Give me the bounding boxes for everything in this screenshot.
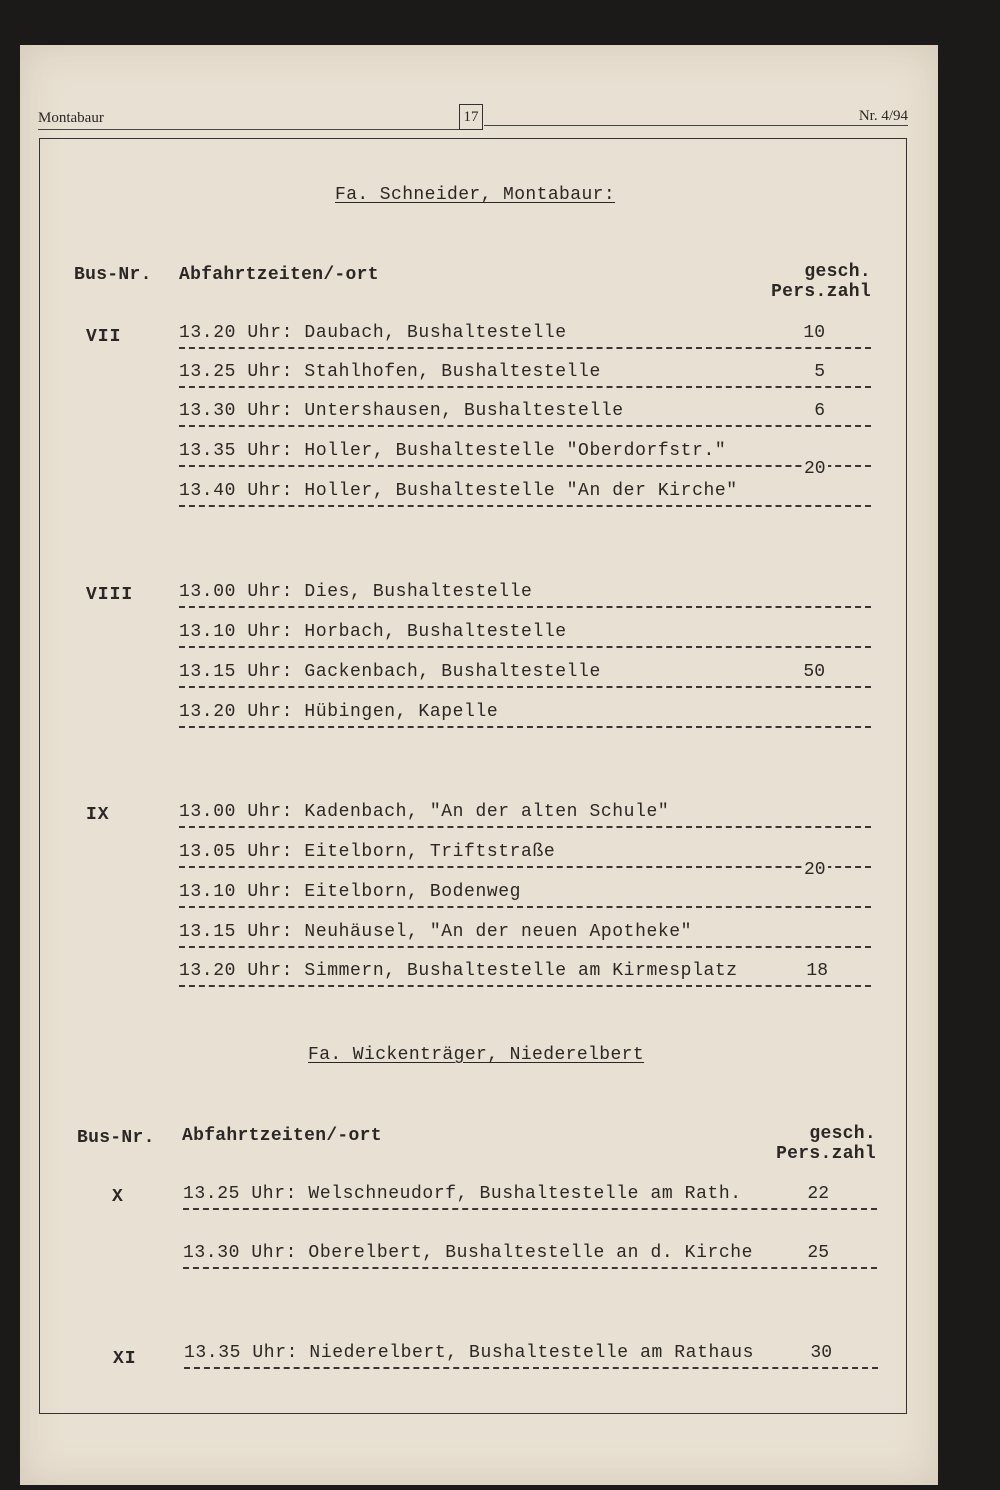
row-text: 13.10 Uhr: Eitelborn, Bodenweg [179, 882, 522, 902]
dashed-rule [179, 946, 871, 948]
dashed-rule [179, 906, 871, 908]
header-town: Montabaur [38, 110, 104, 126]
row-count: 22 [807, 1184, 829, 1204]
dashed-rule [179, 726, 871, 728]
col-head-count [771, 262, 871, 302]
row-text: 13.30 Uhr: Oberelbert, Bushaltestelle an d. Kirche [183, 1243, 754, 1263]
schedule-row [179, 842, 871, 882]
bus-number: X [112, 1187, 124, 1207]
schedule-row [179, 882, 871, 922]
schedule-row [179, 582, 871, 622]
dashed-rule [179, 347, 871, 349]
header-issue: Nr. 4/94 [858, 108, 908, 124]
col-head-count-line1: gesch. [809, 1124, 876, 1144]
col-head-count-line1: gesch. [804, 262, 871, 282]
page-header [38, 100, 908, 132]
row-text: 13.10 Uhr: Horbach, Bushaltestelle [179, 622, 567, 642]
row-text: 13.20 Uhr: Simmern, Bushaltestelle am Kirmesplatz [179, 961, 738, 981]
header-page-number: 17 [459, 104, 483, 130]
dashed-rule [179, 505, 871, 507]
schedule-row [184, 1343, 878, 1383]
col-head-count-line2: Pers.zahl [776, 1144, 876, 1164]
row-text: 13.30 Uhr: Untershausen, Bushaltestelle [179, 401, 624, 421]
bus-number: IX [86, 805, 110, 825]
schedule-row [183, 1184, 877, 1224]
col-head-count [776, 1124, 876, 1164]
row-text: 13.35 Uhr: Niederelbert, Bushaltestelle am Rathaus [184, 1343, 755, 1363]
row-count: 6 [814, 401, 825, 421]
row-text: 13.40 Uhr: Holler, Bushaltestelle "An der Kirche" [179, 481, 738, 501]
row-text: 13.15 Uhr: Neuhäusel, "An der neuen Apotheke" [179, 922, 693, 942]
row-text: 13.25 Uhr: Stahlhofen, Bushaltestelle [179, 362, 601, 382]
dashed-rule [179, 866, 871, 868]
bus-number: VII [86, 327, 122, 347]
row-count: 50 [803, 662, 825, 682]
row-text: 13.05 Uhr: Eitelborn, Triftstraße [179, 842, 556, 862]
schedule-row [179, 323, 871, 363]
dashed-rule [179, 425, 871, 427]
row-text: 13.20 Uhr: Daubach, Bushaltestelle [179, 323, 567, 343]
col-head-count-line2: Pers.zahl [771, 282, 871, 302]
merged-count: 20 [804, 860, 826, 880]
schedule-row [179, 961, 871, 1001]
dashed-rule [183, 1267, 877, 1269]
schedule-row [179, 481, 871, 521]
row-count: 18 [806, 961, 828, 981]
row-count: 25 [807, 1243, 829, 1263]
dashed-rule [179, 606, 871, 608]
schedule-row [179, 441, 871, 481]
dashed-rule [179, 646, 871, 648]
dashed-rule [179, 985, 871, 987]
section-title-schneider: Fa. Schneider, Montabaur: [335, 185, 616, 205]
row-text: 13.35 Uhr: Holler, Bushaltestelle "Oberdorfstr." [179, 441, 727, 461]
row-count: 10 [803, 323, 825, 343]
row-text: 13.00 Uhr: Dies, Bushaltestelle [179, 582, 533, 602]
header-rule-left [38, 129, 459, 130]
dashed-rule [179, 386, 871, 388]
schedule-row [179, 922, 871, 962]
col-head-bus: Bus-Nr. [77, 1128, 155, 1148]
col-head-bus: Bus-Nr. [74, 265, 152, 285]
col-head-times: Abfahrtzeiten/-ort [179, 265, 379, 285]
dashed-rule [184, 1367, 878, 1369]
row-count: 30 [810, 1343, 832, 1363]
row-count: 5 [814, 362, 825, 382]
dashed-rule [179, 686, 871, 688]
schedule-row [179, 401, 871, 441]
row-text: 13.25 Uhr: Welschneudorf, Bushaltestelle am Rath. [183, 1184, 742, 1204]
row-text: 13.20 Uhr: Hübingen, Kapelle [179, 702, 499, 722]
schedule-row [179, 802, 871, 842]
schedule-row [179, 702, 871, 742]
dashed-rule [179, 826, 871, 828]
schedule-row [179, 362, 871, 402]
bus-number: VIII [86, 585, 134, 605]
merged-count: 20 [804, 459, 826, 479]
dashed-rule [183, 1208, 877, 1210]
schedule-row [179, 662, 871, 702]
bus-number: XI [113, 1349, 137, 1369]
row-text: 13.00 Uhr: Kadenbach, "An der alten Schule" [179, 802, 670, 822]
header-rule-right [484, 125, 908, 126]
schedule-row [179, 622, 871, 662]
schedule-row [183, 1243, 877, 1283]
dashed-rule [179, 465, 871, 467]
col-head-times: Abfahrtzeiten/-ort [182, 1126, 382, 1146]
section-title-wickentraeger: Fa. Wickenträger, Niederelbert [308, 1045, 645, 1065]
row-text: 13.15 Uhr: Gackenbach, Bushaltestelle [179, 662, 601, 682]
